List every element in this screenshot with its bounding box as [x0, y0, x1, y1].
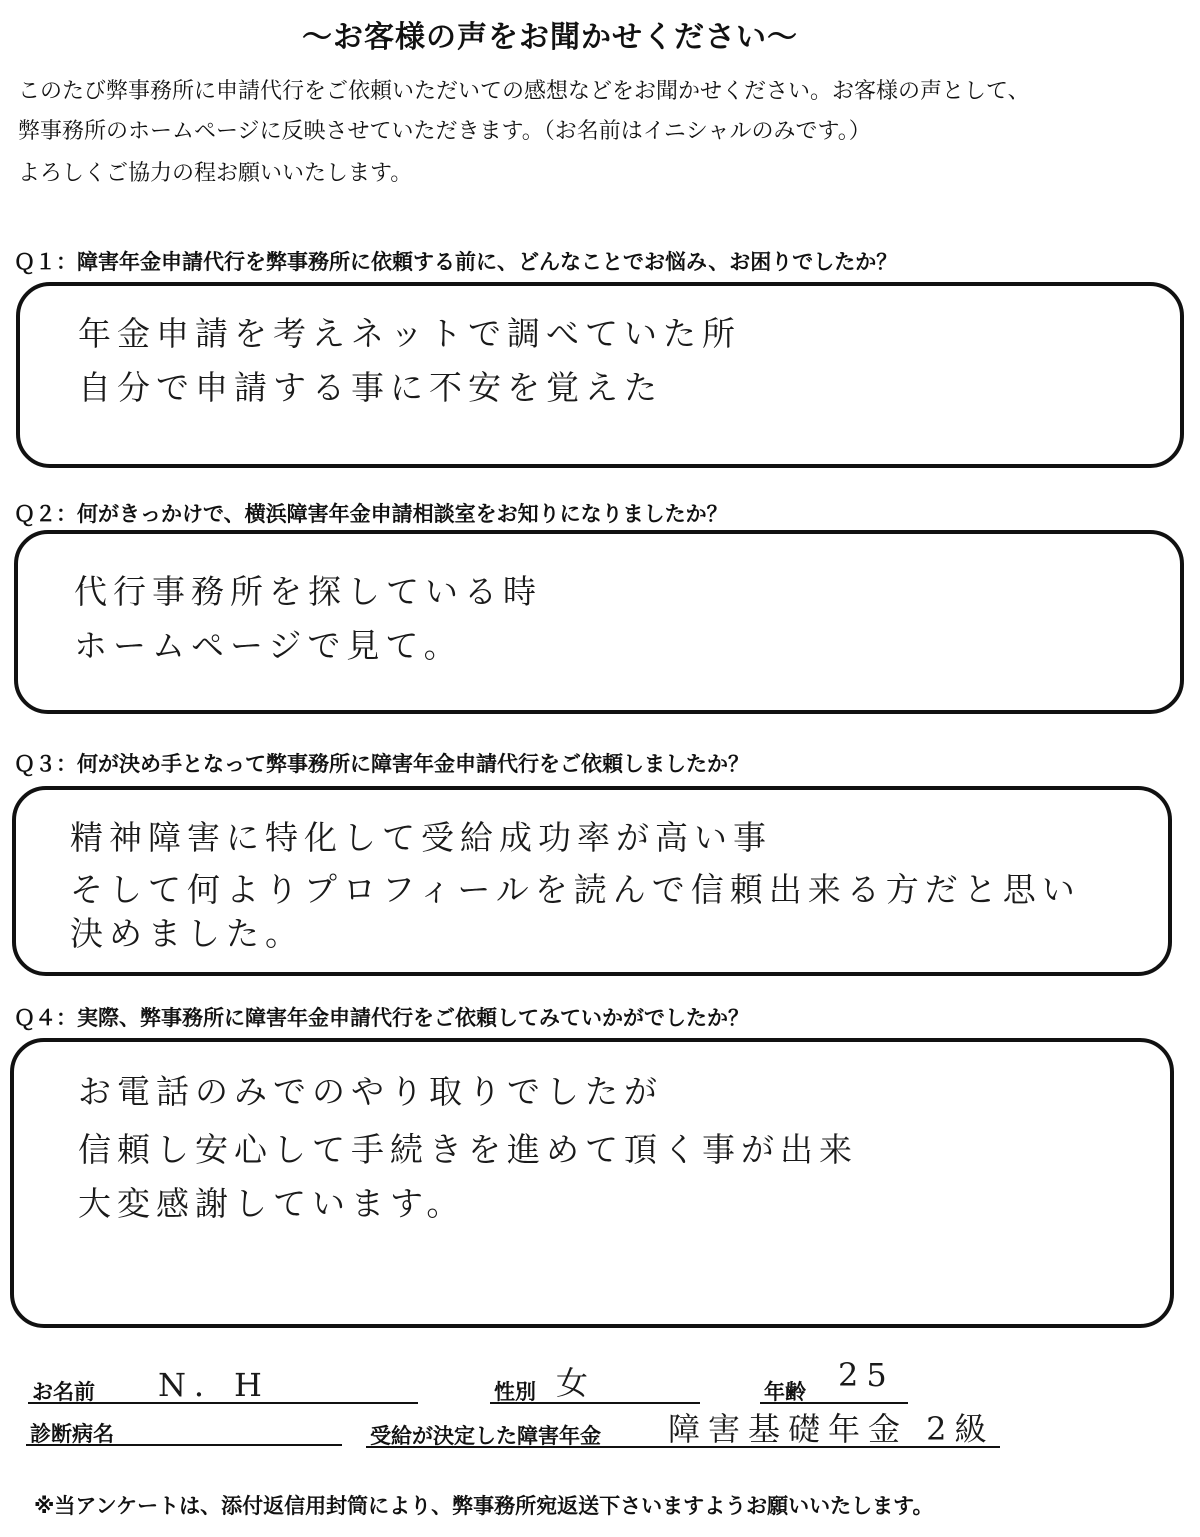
page-title: 〜お客様の声をお聞かせください〜 [302, 20, 798, 55]
answer-line: そして何よりプロフィールを読んで信頼出来る方だと思い [70, 870, 1081, 909]
answer-line: 代行事務所を探している時 [74, 572, 542, 611]
answer-line: 自分で申請する事に不安を覚えた [78, 368, 663, 407]
diagnosis-line [26, 1444, 342, 1446]
answer-box-4 [10, 1038, 1174, 1328]
answer-box-2 [14, 530, 1184, 714]
answer-line: 決めました。 [70, 914, 304, 953]
question-4: Ｑ４：実際、弊事務所に障害年金申請代行をご依頼してみていかがでしたか？ [14, 1006, 749, 1030]
intro-line: このたび弊事務所に申請代行をご依頼いただいての感想などをお聞かせください。お客様の声として、 [18, 79, 1030, 104]
age-label: 年齢 [764, 1380, 806, 1404]
question-3: Ｑ３：何が決め手となって弊事務所に障害年金申請代行をご依頼しましたか？ [14, 752, 749, 776]
intro-line: よろしくご協力の程お願いいたします。 [18, 161, 413, 186]
question-2: Ｑ２：何がきっかけで、横浜障害年金申請相談室をお知りになりましたか？ [14, 502, 728, 526]
answer-line: 信頼し安心して手続きを進めて頂く事が出来 [78, 1130, 858, 1169]
question-1: Ｑ１：障害年金申請代行を弊事務所に依頼する前に、どんなことでお悩み、お困りでしたか？ [14, 250, 898, 274]
gender-value: 女 [556, 1364, 597, 1402]
pension-value: 障害基礎年金 2級 [668, 1410, 995, 1448]
pension-label: 受給が決定した障害年金 [370, 1424, 601, 1448]
answer-line: お電話のみでのやり取りでしたが [78, 1072, 663, 1111]
gender-label: 性別 [494, 1380, 536, 1404]
intro-line: 弊事務所のホームページに反映させていただきます。（お名前はイニシャルのみです。） [18, 119, 871, 144]
name-value: N．H [158, 1366, 270, 1404]
answer-line: 年金申請を考えネットで調べていた所 [78, 314, 741, 353]
name-label: お名前 [32, 1380, 95, 1404]
answer-box-3 [12, 786, 1172, 976]
footer-note: ※当アンケートは、添付返信用封筒により、弊事務所宛返送下さいますようお願いいたします。 [34, 1494, 934, 1518]
diagnosis-label: 診断病名 [30, 1422, 114, 1446]
answer-line: 大変感謝しています。 [78, 1184, 466, 1223]
answer-line: 精神障害に特化して受給成功率が高い事 [70, 818, 772, 857]
answer-line: ホームページで見て。 [74, 626, 463, 665]
answer-box-1 [16, 282, 1184, 468]
age-value: 25 [838, 1356, 895, 1394]
